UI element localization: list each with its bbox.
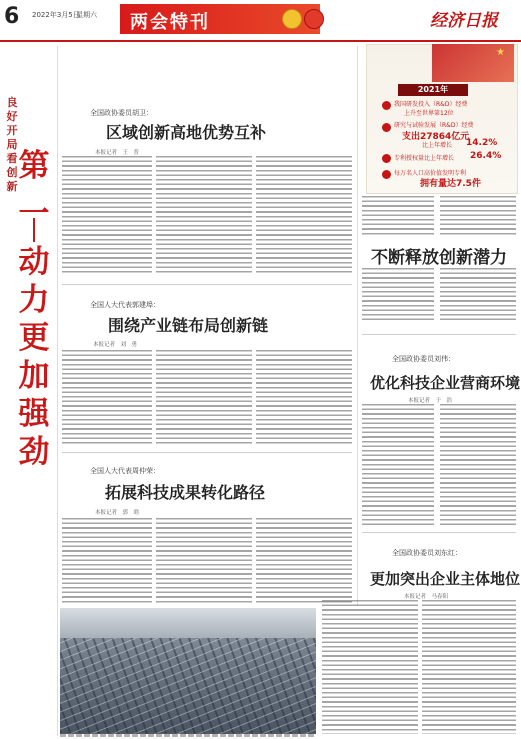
article-body — [422, 600, 516, 734]
kicker-char: 创 — [6, 166, 18, 179]
section-rule — [62, 452, 352, 453]
headline-char: 劲 — [18, 434, 50, 470]
infographic-label: 专利授权量比上年增长 — [394, 155, 455, 162]
newspaper-logo: 经济日报 — [430, 11, 498, 31]
infographic-label: 每万名人口高价值发明专利 — [394, 170, 467, 177]
article-body — [256, 350, 352, 444]
kicker-char: 新 — [6, 180, 18, 193]
article-subtitle: 全国政协委员胡卫： — [90, 109, 153, 117]
bullet-icon — [382, 170, 391, 179]
infographic-value: 14.2% — [466, 138, 498, 148]
infographic-label: 比上年增长 — [422, 142, 453, 149]
article-title: 优化科技企业营商环境 — [370, 374, 521, 392]
bullet-icon — [382, 154, 391, 163]
article-body — [256, 518, 352, 604]
article-subtitle: 全国人大代表周仲荣： — [90, 467, 160, 475]
headline-char: 强 — [18, 396, 50, 432]
article-title: 区域创新高地优势互补 — [106, 123, 267, 142]
article-body — [62, 350, 152, 444]
kicker-char: 好 — [6, 110, 18, 123]
article-body — [440, 268, 516, 322]
bullet-icon — [382, 101, 391, 110]
photo-caption — [60, 733, 316, 737]
article-title: 拓展科技成果转化路径 — [105, 483, 266, 502]
article-subtitle: 全国人大代表郭建埠： — [90, 301, 160, 309]
article-body — [156, 156, 252, 274]
page-number: 6 — [4, 4, 20, 29]
infographic-value: 拥有量达7.5件 — [420, 179, 481, 189]
article-title: 围绕产业链布局创新链 — [108, 316, 269, 335]
article-byline: 本报记者 于 浩 — [408, 398, 453, 404]
article-title: 更加突出企业主体地位 — [370, 570, 521, 588]
headline-char: 更 — [18, 320, 50, 356]
header-divider — [0, 40, 521, 42]
section-title: 两会特刊 — [130, 12, 210, 33]
issue-weekday: 星期六 — [76, 11, 97, 19]
infographic-value: 26.4% — [470, 151, 502, 161]
kicker-char: 开 — [6, 124, 18, 137]
article-byline: 本报记者 马春阳 — [404, 594, 449, 600]
kicker-char: 良 — [6, 96, 18, 109]
kicker-char: 局 — [6, 138, 18, 151]
article-body — [440, 404, 516, 526]
column-divider — [357, 46, 358, 606]
headline-char: 力 — [18, 282, 50, 318]
article-subtitle: 全国政协委员刘伟： — [392, 355, 455, 363]
infographic-year: 2021年 — [398, 84, 468, 96]
article-body — [256, 156, 352, 274]
issue-date: 2022年3月5日 — [32, 11, 80, 19]
article-body — [322, 600, 418, 734]
headline-char: 加 — [18, 358, 50, 394]
article-byline: 本报记者 郭 晗 — [95, 510, 140, 516]
article-body — [156, 518, 252, 604]
infographic-label: 研究与试验发展（R&D）经费 — [394, 122, 474, 129]
cppcc-emblem-icon — [304, 9, 324, 29]
photo-horizon — [60, 608, 316, 638]
headline-char: 一 — [18, 196, 50, 232]
column-divider — [57, 46, 58, 736]
headline-char: 动 — [18, 244, 50, 280]
article-body — [62, 156, 152, 274]
section-rule — [362, 532, 516, 533]
bullet-icon — [382, 123, 391, 132]
article-byline: 本报记者 刘 勇 — [93, 342, 138, 348]
article-byline: 本报记者 王 普 — [95, 150, 140, 156]
section-rule — [362, 334, 516, 335]
national-emblem-icon — [282, 9, 302, 29]
star-icon: ★ — [496, 47, 505, 58]
section-rule — [62, 284, 352, 285]
infographic-label: 我国研发投入（R&D）经费 — [394, 101, 468, 108]
article-body — [62, 518, 152, 604]
article-body — [362, 404, 434, 526]
infographic-value: 支出27864亿元 — [402, 132, 470, 142]
article-body — [362, 196, 434, 236]
kicker-char: 看 — [6, 152, 18, 165]
article-body — [440, 196, 516, 236]
article-body — [156, 350, 252, 444]
article-title: 不断释放创新潜力 — [371, 248, 507, 268]
infographic-value: 上升至世界第12位 — [404, 110, 454, 117]
headline-char: 第 — [18, 148, 50, 184]
article-subtitle: 全国政协委员刘东红： — [392, 549, 462, 557]
article-body — [362, 268, 434, 322]
